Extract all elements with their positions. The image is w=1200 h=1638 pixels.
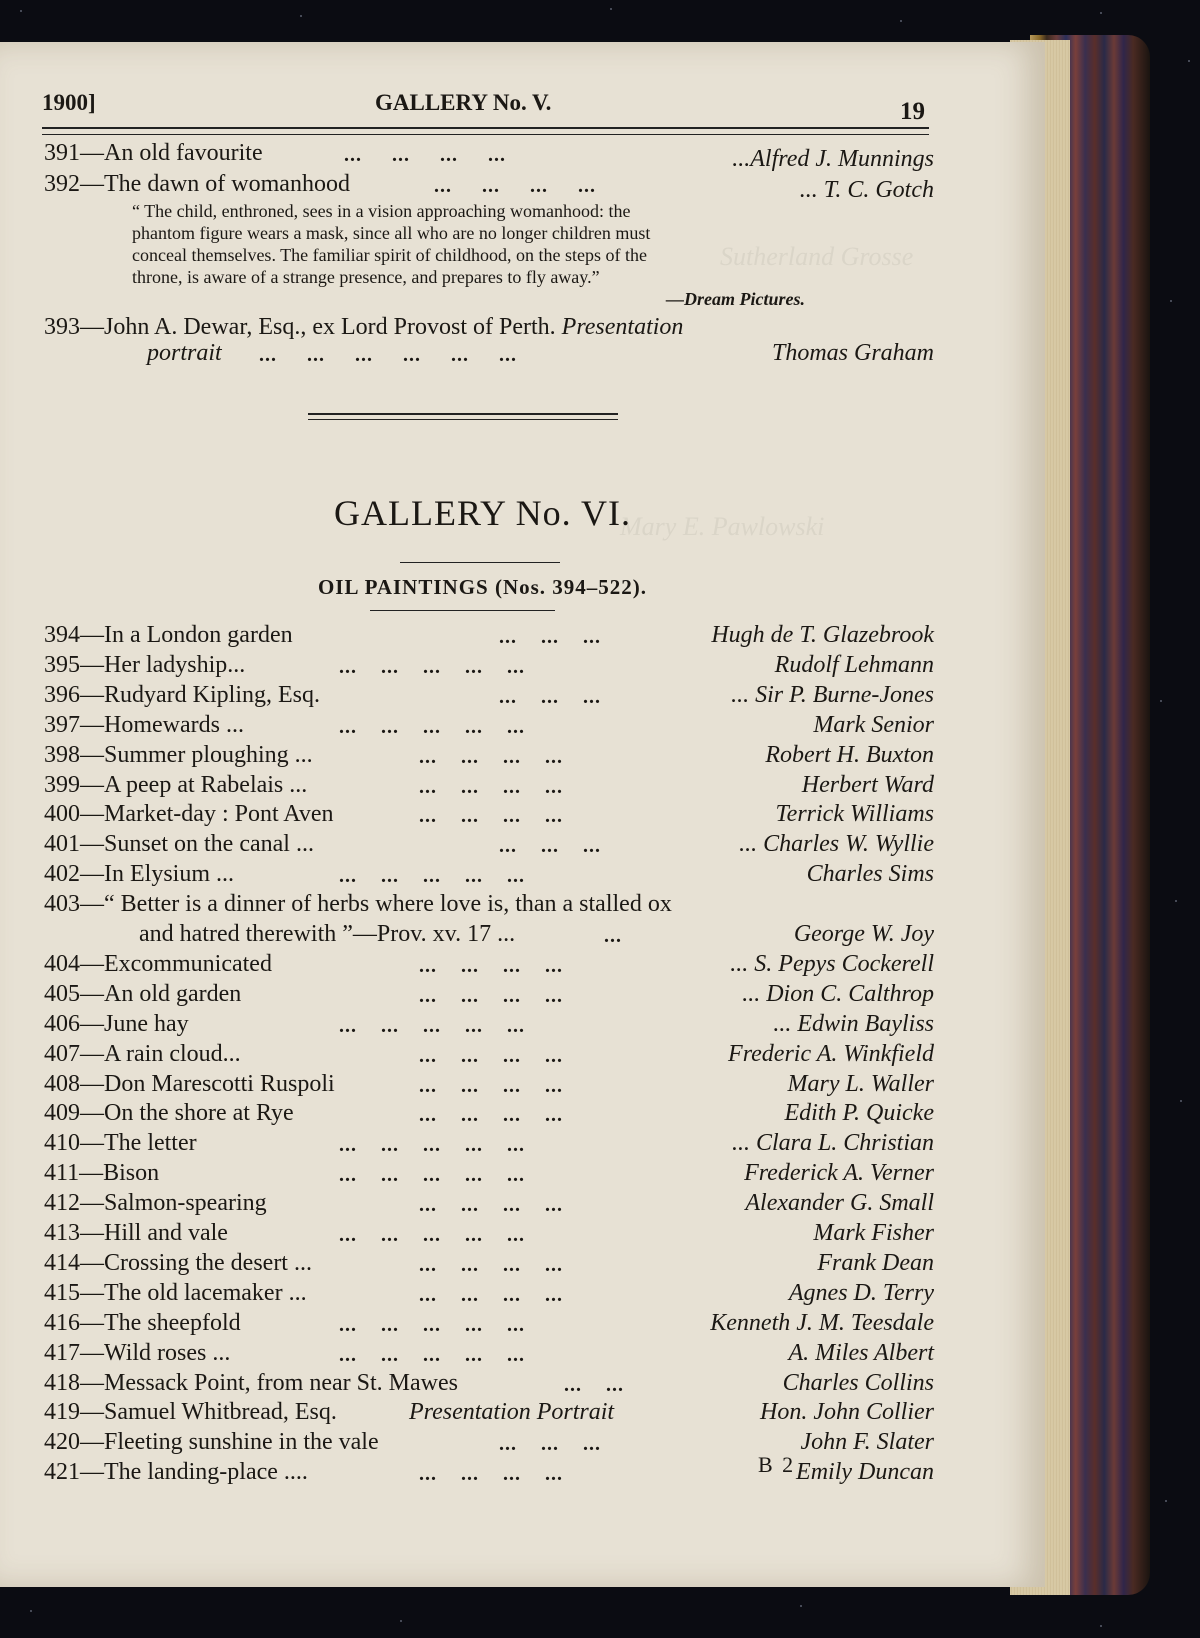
artist-name: ... T. C. Gotch: [799, 177, 934, 203]
entry-title: 399—A peep at Rabelais ...: [44, 771, 308, 798]
catalogue-entry: [44, 891, 934, 921]
star: [610, 8, 612, 10]
catalogue-entry: [44, 831, 934, 861]
leader-dots: ... ... ...: [499, 1433, 601, 1456]
artist-name: Terrick Williams: [775, 801, 934, 828]
entry-title: 420—Fleeting sunshine in the vale: [44, 1429, 379, 1456]
entry-title: 418—Messack Point, from near St. Mawes: [44, 1369, 458, 1396]
subtitle-rule: [370, 610, 555, 611]
artist-name: Charles Collins: [782, 1369, 934, 1396]
section-rule: [308, 413, 618, 415]
star: [1100, 1625, 1102, 1627]
leader-dots: ... ... ... ... ...: [339, 1014, 525, 1037]
star: [400, 1620, 402, 1622]
star: [900, 20, 902, 22]
catalogue-entry: [44, 340, 934, 370]
artist-name: A. Miles Albert: [788, 1339, 934, 1366]
leader-dots: ... ... ... ...: [419, 1253, 563, 1276]
leader-dots: ... ... ... ...: [434, 175, 596, 197]
entry-title: 409—On the shore at Rye: [44, 1100, 294, 1127]
artist-name: Mary L. Waller: [787, 1070, 934, 1097]
entry-title: 404—Excommunicated: [44, 950, 272, 977]
header-title: GALLERY No. V.: [375, 90, 552, 115]
entry-title: 408—Don Marescotti Ruspoli: [44, 1070, 335, 1097]
leader-dots: ... ... ... ...: [419, 954, 563, 977]
star: [1180, 1100, 1182, 1102]
catalogue-entry: [44, 171, 934, 201]
entry-title: 401—Sunset on the canal ...: [44, 831, 314, 858]
title-rule: [400, 562, 560, 563]
artist-name: Rudolf Lehmann: [774, 651, 934, 678]
leader-dots: ... ... ... ... ...: [339, 655, 525, 678]
entry-title: 414—Crossing the desert ...: [44, 1249, 312, 1276]
leader-dots: ... ... ...: [499, 685, 601, 708]
catalogue-entry: [44, 1100, 934, 1130]
leader-dots: ... ... ... ... ...: [339, 1224, 525, 1246]
leader-dots: ... ... ... ...: [419, 775, 563, 798]
gallery-subtitle: OIL PAINTINGS (Nos. 394–522).: [317, 575, 648, 599]
catalogue-entry: [44, 622, 934, 652]
entry-title: 415—The old lacemaker ...: [44, 1279, 307, 1306]
signature-mark: B 2: [758, 1452, 796, 1477]
catalogue-entry: [44, 1310, 934, 1340]
entry-title: 412—Salmon-spearing: [44, 1190, 267, 1217]
artist-name: Mark Senior: [813, 711, 934, 738]
star: [20, 10, 22, 12]
page-number: 19: [900, 98, 925, 125]
entry-title: 413—Hill and vale: [44, 1220, 228, 1246]
catalogue-entry: [44, 1160, 934, 1190]
leader-dots: ... ... ... ...: [419, 1074, 563, 1097]
entry-title: 405—An old garden: [44, 980, 242, 1007]
artist-name: Hon. John Collier: [760, 1399, 934, 1426]
header-rule: [42, 134, 929, 135]
leader-dots: ... ... ... ...: [419, 745, 563, 768]
catalogue-entry: [44, 951, 934, 981]
star: [1175, 900, 1177, 902]
star: [1170, 300, 1172, 302]
entry-title: 403—“ Better is a dinner of herbs where love is, than a stalled ox: [44, 891, 672, 918]
catalogue-entry: [44, 1041, 934, 1071]
entry-title: 416—The sheepfold: [44, 1309, 241, 1336]
catalogue-entry: [44, 981, 934, 1011]
leader-dots: ... ... ... ... ...: [339, 865, 525, 888]
leader-dots: ... ... ... ...: [344, 144, 506, 166]
leader-dots: ... ... ... ... ... ...: [259, 344, 517, 366]
leader-dots: ... ... ... ...: [419, 984, 563, 1007]
artist-name: Hugh de T. Glazebrook: [711, 622, 934, 648]
catalogue-entry: [44, 1429, 934, 1459]
artist-name: ... Dion C. Calthrop: [742, 980, 934, 1007]
leader-dots: ... ... ... ... ...: [339, 1134, 525, 1157]
catalogue-entry: [44, 682, 934, 712]
entry-393-line1: [44, 314, 683, 341]
leader-dots: ... ... ... ...: [419, 805, 563, 828]
artist-name: Robert H. Buxton: [765, 741, 934, 768]
entry-title: and hatred therewith ”—Prov. xv. 17 ...: [139, 921, 516, 947]
catalogue-entry: [44, 772, 934, 802]
quote-line: throne, is aware of a strange presence, and prepares to fly away.”: [132, 267, 600, 287]
entry-note: Presentation Portrait: [409, 1399, 615, 1426]
artist-name: Edith P. Quicke: [784, 1100, 934, 1127]
leader-dots: ... ... ... ...: [419, 1283, 563, 1306]
catalogue-entry: [44, 742, 934, 772]
artist-name: ... Charles W. Wyllie: [739, 831, 934, 858]
leader-dots: ... ... ... ...: [419, 1194, 563, 1217]
catalogue-entry: [44, 1130, 934, 1160]
leader-dots: ... ... ... ...: [419, 1463, 563, 1486]
leader-dots: ... ... ...: [499, 835, 601, 858]
catalogue-entry: [44, 1340, 934, 1370]
entry-title: 398—Summer ploughing ...: [44, 741, 313, 768]
entry-title: 393—John A. Dewar, Esq., ex Lord Provost of Perth.: [44, 314, 556, 340]
artist-name: Agnes D. Terry: [788, 1279, 934, 1306]
entry-title: 397—Homewards ...: [44, 711, 244, 738]
artist-name: Kenneth J. M. Teesdale: [710, 1309, 934, 1336]
entry-title: 391—An old favourite: [44, 140, 263, 166]
leader-dots: ...: [604, 925, 622, 947]
entry-title: 400—Market-day : Pont Aven: [44, 801, 334, 828]
star: [800, 1605, 802, 1607]
entry-title: 419—Samuel Whitbread, Esq.: [44, 1399, 337, 1426]
artist-name: Mark Fisher: [813, 1220, 934, 1246]
entry-title: 410—The letter: [44, 1130, 197, 1157]
quote-source: —Dream Pictures.: [666, 289, 805, 309]
entry-title: 411—Bison: [44, 1160, 160, 1187]
entry-title: 417—Wild roses ...: [44, 1339, 231, 1366]
entry-title: 394—In a London garden: [44, 622, 293, 648]
entry-title: portrait: [147, 340, 222, 366]
leader-dots: ... ... ... ... ...: [339, 1164, 525, 1187]
book-page: [0, 42, 1045, 1587]
leader-dots: ... ... ...: [499, 626, 601, 648]
artist-name: ... Sir P. Burne-Jones: [731, 681, 934, 708]
leader-dots: ... ... ... ... ...: [339, 715, 525, 738]
artist-name: Frederick A. Verner: [744, 1160, 934, 1187]
artist-name: Emily Duncan: [796, 1459, 934, 1486]
catalogue-entry: [44, 801, 934, 831]
leader-dots: ... ... ... ... ...: [339, 1313, 525, 1336]
quote-line: “ The child, enthroned, sees in a vision approaching womanhood: the: [132, 201, 631, 221]
artist-name: Frederic A. Winkfield: [728, 1040, 934, 1067]
entry-title: 406—June hay: [44, 1010, 189, 1037]
artist-name: Alexander G. Small: [745, 1190, 934, 1217]
header-rule: [42, 127, 929, 129]
artist-name: Herbert Ward: [801, 771, 934, 798]
artist-name: ...Alfred J. Munnings: [732, 146, 934, 172]
artist-name: Charles Sims: [806, 861, 934, 888]
leader-dots: ... ... ... ... ...: [339, 1343, 525, 1366]
star: [300, 15, 302, 17]
artist-name: ... S. Pepys Cockerell: [730, 950, 934, 977]
header-year: 1900]: [42, 90, 96, 115]
quotation: [132, 200, 852, 288]
catalogue-entry: [44, 1280, 934, 1310]
catalogue-entry: [44, 1071, 934, 1101]
catalogue-entry: [44, 1011, 934, 1041]
section-rule: [308, 419, 618, 420]
entry-title: 396—Rudyard Kipling, Esq.: [44, 681, 320, 708]
catalogue-entry: [44, 1399, 934, 1429]
star: [1165, 1500, 1167, 1502]
entry-title: 395—Her ladyship...: [44, 651, 246, 678]
catalogue-entry: [44, 1190, 934, 1220]
gallery-title: GALLERY No. VI.: [334, 493, 631, 533]
star: [1188, 60, 1190, 62]
entry-title: 421—The landing-place ....: [44, 1459, 308, 1486]
artist-name: John F. Slater: [800, 1429, 934, 1456]
entry-note: Presentation: [561, 314, 684, 340]
star: [1160, 700, 1162, 702]
catalogue-entry: [44, 140, 934, 170]
star: [30, 1610, 32, 1612]
catalogue-entry: [44, 1370, 934, 1400]
catalogue-entry: [44, 921, 934, 951]
quote-line: conceal themselves. The familiar spirit of childhood, on the steps of the: [132, 245, 648, 265]
catalogue-entry: [44, 652, 934, 682]
artist-name: George W. Joy: [793, 921, 934, 947]
catalogue-entry: [44, 712, 934, 742]
catalogue-entry: [44, 861, 934, 891]
artist-name: ... Edwin Bayliss: [773, 1010, 934, 1037]
catalogue-entry: [44, 1459, 934, 1489]
star: [1100, 12, 1102, 14]
leader-dots: ... ... ... ...: [419, 1104, 563, 1127]
bleed-through: Sutherland Grosse: [720, 242, 914, 271]
catalogue-entry: [44, 1250, 934, 1280]
entry-title: 392—The dawn of womanhood: [44, 171, 350, 197]
artist-name: Thomas Graham: [771, 340, 934, 366]
leader-dots: ... ...: [564, 1373, 624, 1396]
entry-title: 407—A rain cloud...: [44, 1040, 241, 1067]
artist-name: Frank Dean: [817, 1249, 934, 1276]
leader-dots: ... ... ... ...: [419, 1044, 563, 1067]
bleed-through: Mary E. Pawlowski: [620, 512, 825, 541]
entry-title: 402—In Elysium ...: [44, 861, 234, 888]
catalogue-entry: [44, 1220, 934, 1250]
artist-name: ... Clara L. Christian: [731, 1130, 934, 1157]
quote-line: phantom figure wears a mask, since all who are no longer children must: [132, 223, 651, 243]
